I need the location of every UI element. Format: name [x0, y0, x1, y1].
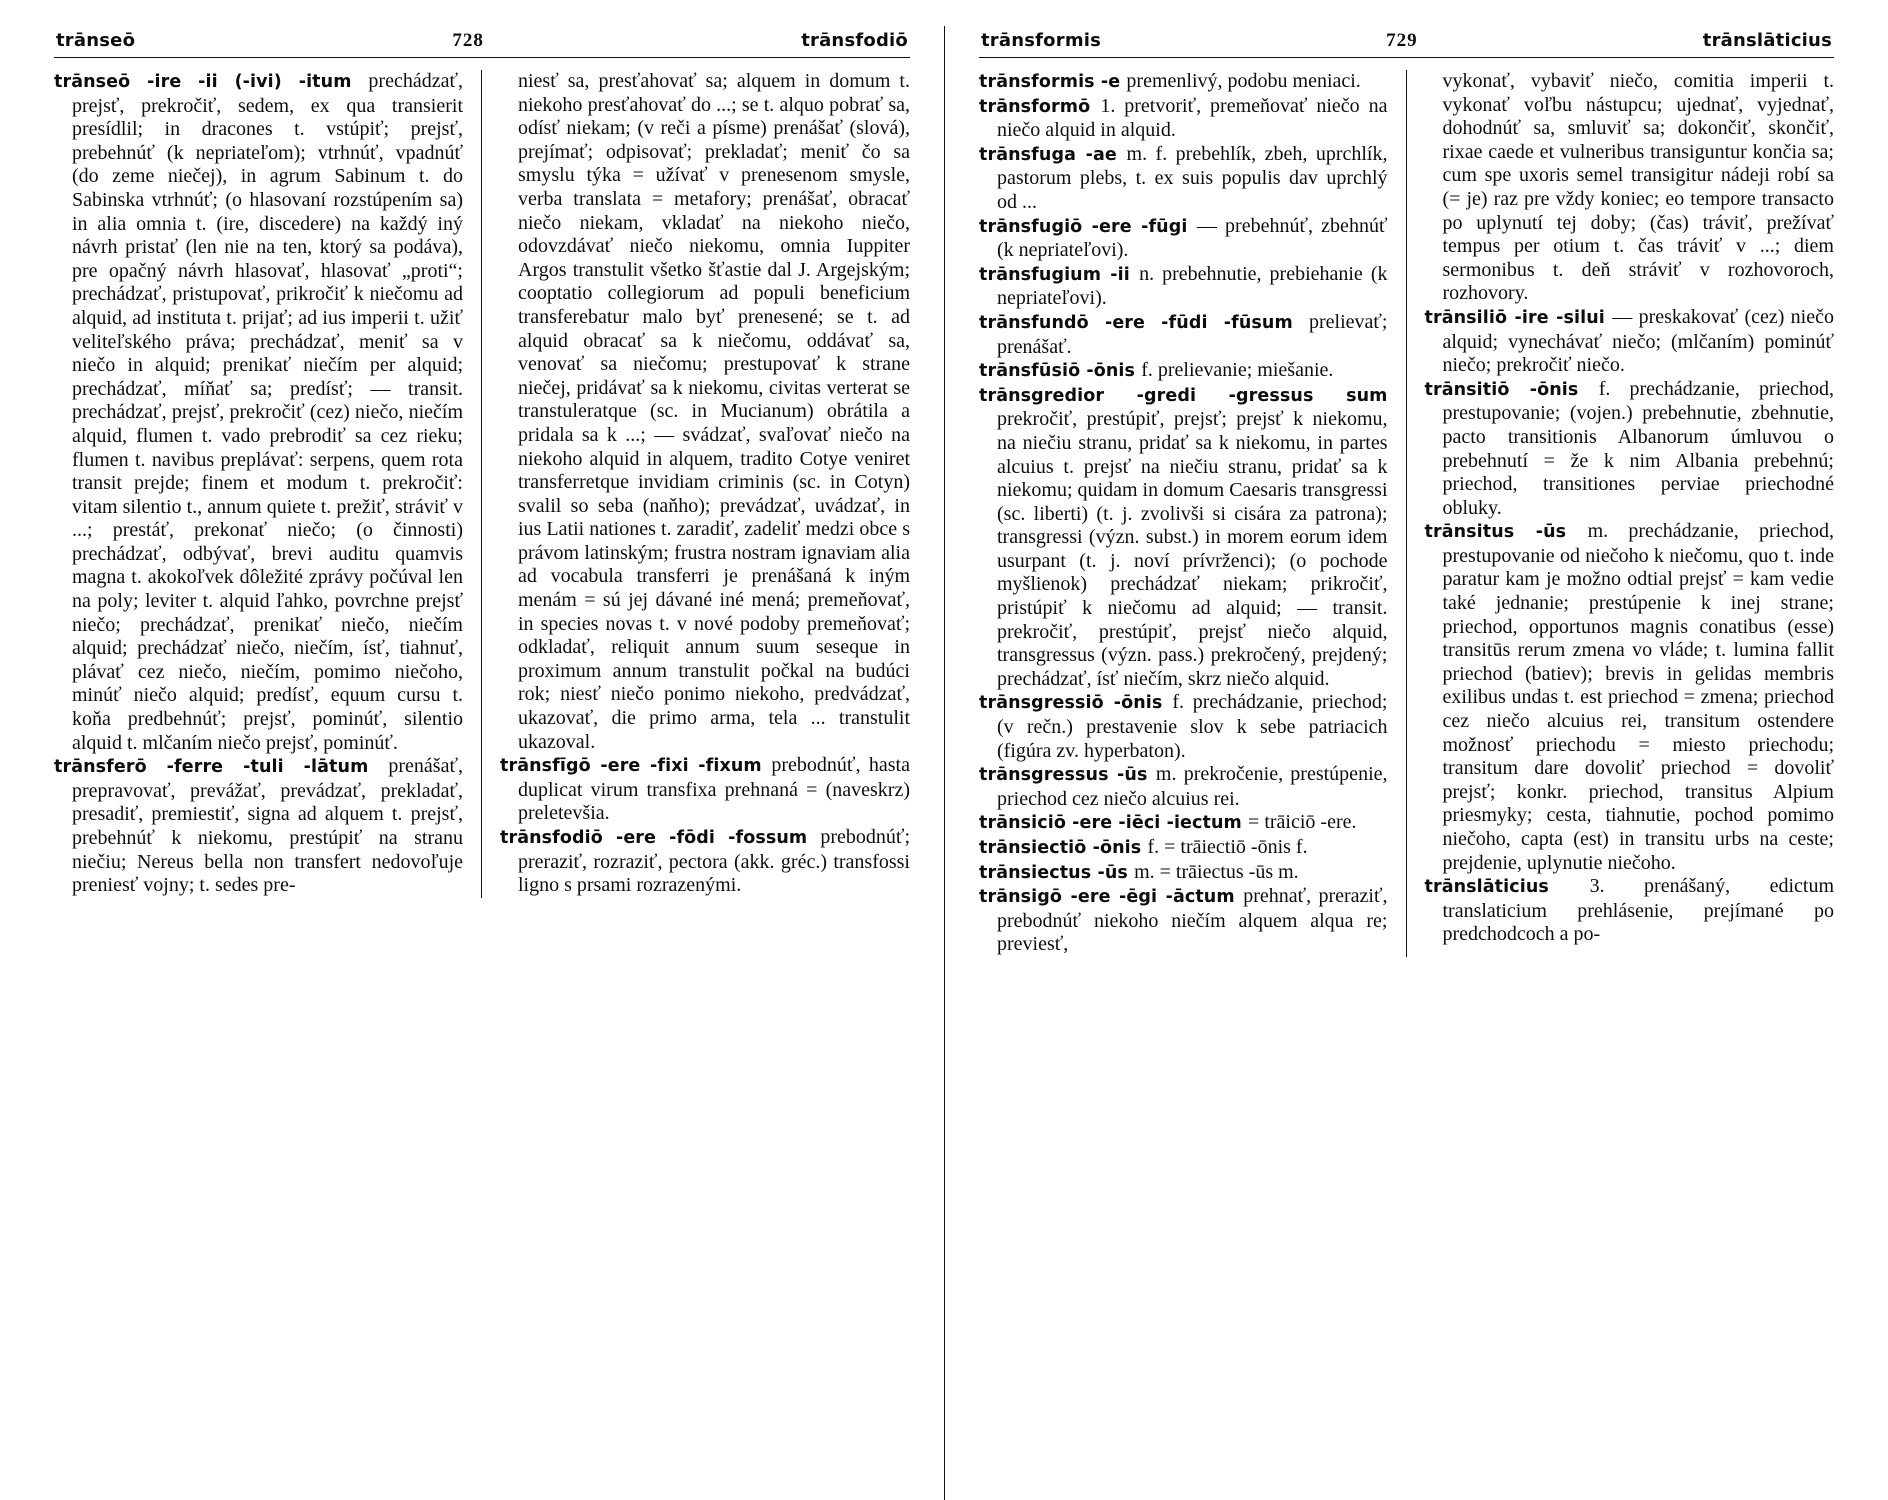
entry-headword: trānsigō -ere -ēgi -āctum — [979, 887, 1244, 908]
entry-headword: trānsgressus -ūs — [979, 765, 1156, 786]
entry-headword: trānsfodiō -ere -fōdi -fossum — [500, 828, 821, 848]
header-rule — [979, 57, 1834, 58]
dictionary-entry — [500, 826, 910, 898]
entry-headword: trānsitiō -ōnis — [1424, 379, 1599, 400]
dictionary-entry — [979, 885, 1388, 957]
entry-body: f. prechádzanie, priechod; (v rečn.) prestavenie slov k sebe patriacich (figúra zv. hyperbaton). — [997, 691, 1388, 762]
guide-word-left: trānseō — [56, 30, 136, 51]
entry-headword: trānsfundō -ere -fūdi -fūsum — [979, 312, 1309, 333]
dictionary-entry — [979, 70, 1388, 95]
dictionary-entry — [1425, 70, 1835, 306]
entry-headword: trānsitus -ūs — [1424, 522, 1588, 543]
dictionary-entry — [979, 763, 1388, 811]
entry-body: prenášať, prepravovať, prevážať, prevádzať, prekladať, presadiť, premiestiť, signa ad alquem t. prejsť, prebehnúť k niekomu, prestúpiť na stranu niečiu; Nereus bella non transfert nedovoľuje preniesť vojny; t. sedes pre- — [72, 755, 463, 897]
columns-container — [979, 70, 1834, 957]
header-rule — [54, 57, 910, 58]
text-column — [979, 70, 1407, 957]
entry-body: f. prelievanie; miešanie. — [1141, 359, 1334, 382]
text-column — [54, 70, 482, 898]
page-728 — [0, 26, 944, 1500]
entry-headword: trānsgredior -gredi -gressus sum — [979, 385, 1388, 406]
dictionary-entry — [1425, 875, 1835, 947]
page-header — [54, 26, 910, 57]
dictionary-entry — [979, 359, 1388, 384]
dictionary-entry — [979, 836, 1388, 861]
entry-headword: trānsiliō -ire -silui — [1424, 307, 1613, 328]
entry-headword: trānsfuga -ae — [979, 144, 1127, 165]
dictionary-entry — [1425, 306, 1835, 378]
entry-body: m. = trāiectus -ūs m. — [1134, 860, 1299, 883]
entry-headword: trānsfīgō -ere -fixi -fixum — [500, 756, 772, 777]
dictionary-entry — [500, 754, 910, 826]
entry-body: 3. prenášaný, edictum translaticium prehlásenie, prejímané po predchodcoch a po- — [1442, 875, 1834, 946]
dictionary-entry — [979, 811, 1388, 836]
page-header — [979, 26, 1834, 57]
dictionary-entry — [54, 70, 463, 755]
guide-word-right: trānslāticius — [1702, 30, 1832, 51]
entry-body: prebodnúť, hasta duplicat virum transfixa prehnaná = (naveskrz) preletevšia. — [518, 754, 910, 825]
entry-body: m. prekročenie, prestúpenie, priechod cez niečo alcuius rei. — [997, 763, 1388, 810]
entry-body: prelievať; prenášať. — [997, 310, 1388, 358]
entry-body: m. f. prebehlík, zbeh, uprchlík, pastorum plebs, t. ex suis populis dav uprchlý od ... — [997, 142, 1388, 213]
dictionary-entry — [979, 143, 1388, 215]
entry-body: = trāiciō -ere. — [1248, 811, 1357, 834]
entry-headword: trānsiectiō -ōnis — [979, 838, 1148, 858]
dictionary-entry — [1425, 378, 1835, 521]
entry-headword: trānsfugium -ii — [979, 264, 1140, 285]
entry-headword: trānsgressiō -ōnis — [979, 693, 1173, 714]
entry-body: f. = trāiectiō -ōnis f. — [1147, 836, 1308, 858]
dictionary-entry — [979, 263, 1388, 311]
page-number: 729 — [1386, 30, 1418, 51]
entry-headword: trānsfūsiō -ōnis — [979, 361, 1142, 382]
entry-body: — preskakovať (cez) niečo alquid; vynechávať niečo; (mlčaním) pominúť niečo; prekročiť niečo. — [1442, 305, 1834, 377]
text-column — [482, 70, 910, 898]
guide-word-right: trānsfodiō — [801, 30, 908, 51]
entry-body: — prebehnúť, zbehnúť (k nepriateľovi). — [997, 214, 1388, 262]
entry-body: f. prechádzanie, priechod, prestupovanie; (vojen.) prebehnutie, zbehnutie, pacto transitionis Albanorum úmluvou o prebehnutí = že k nim Albania prebehnú; priechod, transitiones perviae priechodné obluky. — [1442, 377, 1834, 519]
entry-body: prekročiť, prestúpiť, prejsť; prejsť k niekomu, na niečiu stranu, pridať sa k niekomu, in partes alcuius t. prejsť na niečiu stranu, pridať sa k niekomu; quidam in domum Caesaris transgressi (sc. liberti) (t. j. zvolivši si cisára za patrona); transgressi (význ. subst.) in morem eorum idem usurpant (t. j. noví prívrženci); (o pochode myšlienok) prechádzať niekam; prikročiť, pristúpiť k niečomu ad alquid; — transit. prekročiť, prestúpiť, prejsť niečo alquid, transgressus (význ. pass.) prekročený, prejdený; prechádzať, ísť niečím, skrz niečo alquid. — [997, 408, 1388, 690]
dictionary-entry — [979, 311, 1388, 359]
entry-headword: trānsfugiō -ere -fūgi — [979, 216, 1197, 237]
page-number: 728 — [452, 30, 484, 51]
entry-headword: trānsiectus -ūs — [979, 862, 1135, 883]
entry-body: prechádzať, prejsť, prekročiť, sedem, ex qua transierit presídlil; in dracones t. vstúpiť; prejsť, prebehnúť (k nepriateľom); vtrhnúť, vpadnúť (do zeme niečej), in agrum Sabinum t. do Sabinska vtrhnúť; (o hlasovaní rozstúpením sa) in alia omnia t. (ire, discedere) na každý iný návrh pristať (len nie na ten, ktorý sa podáva), pre opačný návrh hlasovať, hlasovať „proti“; prechádzať, pristupovať, prikročiť k niečomu ad alquid, ad instituta t. prijať; ad ius imperii t. užiť veliteľského práva; prechádzať, meniť sa v niečo in alquid; prenikať niečím per alquid; prechádzať, míňať sa; predísť; — transit. prechádzať, prejsť, prekročiť (cez) niečo, niečím alquid, flumen t. vado prebrodiť sa cez rieku; flumen t. navibus preplávať: serpens, quem rota transit prejde; finem et modum t. prekročiť: vitam silentio t., annum quiete t. prežiť, stráviť v ...; prestáť, prekonať niečo; (o činnosti) prechádzať, odbývať, brevi auditu quamvis magna t. akokoľvek dôležité zprávy počúval len na poly; leviter t. alquid ľahko, povrchne prejsť niečo; prechádzať, prenikať niečo, niečím alquid; prechádzať niečo, niečím, ísť, tiahnuť, plávať cez niečo, niečím, pomimo niečoho, minúť niečo alquid; predísť, equum cursu t. koňa predbehnúť; prejsť, pominúť, silentio alquid t. mlčaním niečo prejsť, pominúť. — [72, 70, 463, 754]
entry-headword: trānseō -ire -ii (-ivi) -itum — [54, 72, 369, 92]
entry-body: vykonať, vybaviť niečo, comitia imperii t. vykonať voľbu nástupcu; ujednať, vyjednať, dohodnúť sa, smluviť sa; dokončiť, skončiť, rixae caede et vulneribus transiguntur končia sa; cum spe uxoris semel transigitur nádeji robí sa (= je) raz pre vždy koniec; eo tempore transacto po uplynutí tej doby; (čas) tráviť, prežívať tempus per otium t. čas tráviť v ...; diem sermonibus t. deň stráviť v rozhovoroch, rozhovory. — [1442, 70, 1834, 305]
dictionary-entry — [54, 755, 463, 898]
entry-body: n. prebehnutie, prebiehanie (k nepriateľovi). — [997, 262, 1388, 310]
entry-body: premenlivý, podobu meniaci. — [1126, 70, 1361, 92]
dictionary-entry — [1425, 520, 1835, 875]
text-column — [1407, 70, 1835, 957]
entry-headword: trānsformō — [979, 96, 1101, 117]
page-729 — [944, 26, 1888, 1500]
dictionary-entry — [979, 691, 1388, 763]
dictionary-entry — [979, 861, 1388, 886]
dictionary-entry — [979, 95, 1388, 143]
entry-headword: trānsferō -ferre -tuli -lātum — [54, 757, 389, 778]
entry-headword: trānslāticius — [1424, 877, 1590, 898]
entry-body: prehnať, preraziť, prebodnúť niekoho niečím alquem alqua re; previesť, — [997, 885, 1388, 956]
entry-body: prebodnúť; preraziť, rozraziť, pectora (akk. gréc.) transfossi ligno s prsami rozrazenými. — [518, 826, 910, 897]
columns-container — [54, 70, 910, 898]
entry-body: m. prechádzanie, priechod, prestupovanie od niečoho k niečomu, quo t. inde paratur kam je možno odtial prejsť = kam vedie také jednanie; prestúpenie k inej strane; priechod, opportunos magnis conatibus (esse) transitūs rerum zmena vo vláde; t. lumina fallit priechod (batiev); brevis in gelidas membris exilibus undas t. est priechod = zmena; priechod cez niečo alcuius rei, transitum ostendere možnosť priechodu = miesto priechodu; transitum dare dovoliť priechod = dovoliť prejsť; konkr. priechod, transitus Alpium priesmyky; cesta, tiahnutie, pochod pomimo niečoho, capta (est) in transitu urbs na ceste; prejdenie, uplynutie niečoho. — [1442, 520, 1834, 874]
dictionary-entry — [979, 384, 1388, 692]
dictionary-entry — [979, 215, 1388, 263]
dictionary-entry — [500, 70, 910, 754]
entry-body: 1. pretvoriť, premeňovať niečo na niečo alquid in alquid. — [997, 94, 1388, 142]
entry-headword: trānsformis -e — [979, 72, 1127, 92]
entry-body: niesť sa, presťahovať sa; alquem in domum t. niekoho presťahovať do ...; se t. alquo pobrať sa, odísť niekam; (v reči a písme) prenášať (slová), prejímať; odpisovať; prekladať; meniť čo sa smyslu týka = užívať v prenesenom smysle, verba translata = metafory; prenášať, obracať niečo niekam, vkladať na niekoho niečo, odovzdávať niečo niekomu, omnia Iuppiter Argos transtulit všetko šťastie dal J. Argejským; cooptatio collegiorum ad populi beneficium transferebatur malo byť prenesené; se t. ad alquid obracať sa k niečomu, oddávať sa, venovať sa niečomu; prestupovať k strane niečej, pridávať sa k niekomu, civitas verterat se transtuleratque (sc. in Mucianum) obrátila a pridala sa k ...; — svádzať, svaľovať niečo na niekoho alquid in alquem, tradito Cotye veniret transferretque invidiam criminis (sc. in Cotyn) svalil so seba (naňho); prevádzať, uvádzať, in ius Latii nationes t. zaradiť, zadeliť medzi obce s právom latinským; frustra nostram ignaviam alia ad vocabula transferri je prenášaná k iným menám = sú jej dávané iné mená; premeňovať, in species novas t. v nové podoby premeňovať; odkladať, reliquit annum suum seseque in proximum annum transtulit počkal na budúci rok; niesť niečo ponimo niekoho, predvádzať, ukazovať, die primo arma, tela ... transtulit ukazoval. — [518, 70, 910, 753]
entry-headword: trānsiciō -ere -iēci -iectum — [979, 813, 1249, 834]
guide-word-left: trānsformis — [981, 30, 1102, 51]
